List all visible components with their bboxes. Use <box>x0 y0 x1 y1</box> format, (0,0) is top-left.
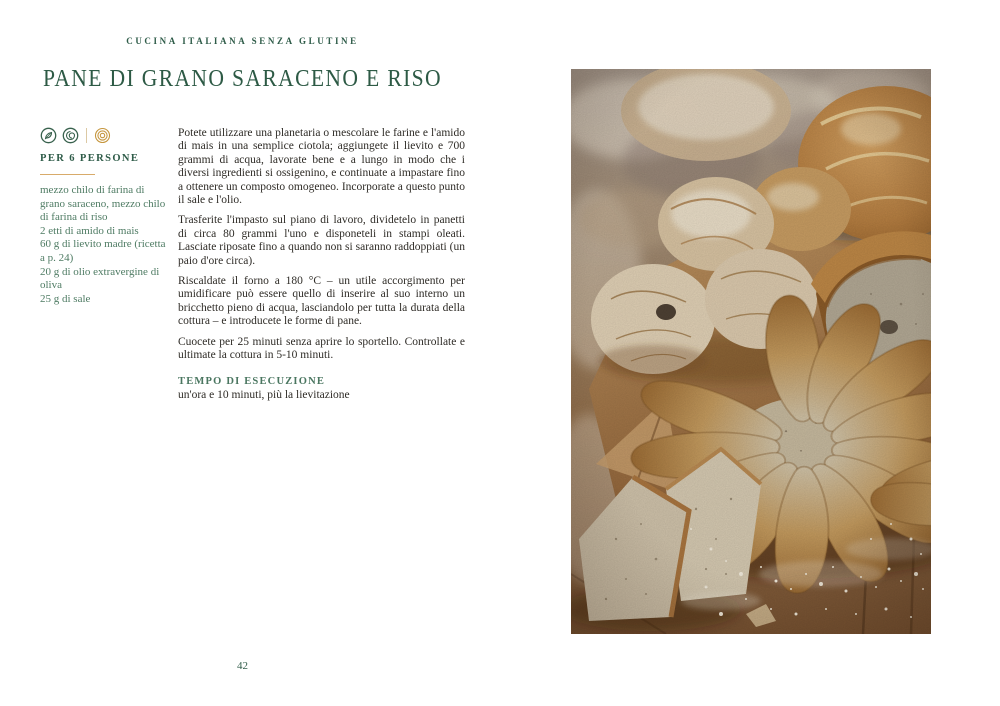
ingredients-divider <box>40 174 95 175</box>
instruction-paragraph: Cuocete per 25 minuti senza aprire lo sportello. Controllate e ultimate la cottura in 5-10 minuti. <box>178 335 465 362</box>
instruction-paragraph: Riscaldate il forno a 180 °C – un utile accorgimento per umidificare può essere quello di inserire al suo interno un bricchetto pieno di acqua, lasciandolo per tutta la durata della cottura – e introducete le forme di pane. <box>178 275 465 328</box>
bread-photo <box>571 69 931 634</box>
leaf-badge-icon <box>40 127 57 144</box>
ingredient-item: 25 g di sale <box>40 292 91 305</box>
ingredient-item: 20 g di olio extravergine di oliva <box>40 265 160 292</box>
ingredients-list <box>40 184 172 306</box>
ingredient-item: mezzo chilo di farina di grano saraceno, mezzo chilo di farina di riso <box>40 184 166 224</box>
spiral-badge-icon <box>62 127 79 144</box>
execution-time-heading: TEMPO DI ESECUZIONE <box>178 375 326 387</box>
page-number: 42 <box>237 660 248 672</box>
running-head: CUCINA ITALIANA SENZA GLUTINE <box>126 36 359 46</box>
servings-label: PER 6 PERSONE <box>40 153 140 164</box>
page-title: PANE DI GRANO SARACENO E RISO <box>42 66 442 92</box>
rings-badge-icon <box>94 127 111 144</box>
ingredient-item: 2 etti di amido di mais <box>40 224 139 237</box>
badge-separator <box>86 128 87 143</box>
instruction-paragraph: Potete utilizzare una planetaria o mescolare le farine e l'amido di mais in una semplice ciotola; aggiungete il lievito e 700 grammi di acqua, lavorate bene e a lungo in modo che i diversi ingredienti si ossigenino, e continuate a impastare fino a ottenere un composto omogeneo. Incorporate a questo punto il sale e l'olio. <box>178 127 465 207</box>
recipe-instructions <box>178 127 465 409</box>
ingredients-sidebar <box>40 126 172 306</box>
instruction-paragraph: Trasferite l'impasto sul piano di lavoro, dividetelo in panetti di circa 80 grammi l'uno e disponeteli in stampi oleati. Lasciate riposate fino a quando non si saranno raddoppiati (un paio d'ore circa). <box>178 214 465 267</box>
diet-badges <box>40 126 172 144</box>
ingredient-item: 60 g di lievito madre (ricetta a p. 24) <box>40 238 166 264</box>
execution-time-value: un'ora e 10 minuti, più la lievitazione <box>178 388 350 401</box>
